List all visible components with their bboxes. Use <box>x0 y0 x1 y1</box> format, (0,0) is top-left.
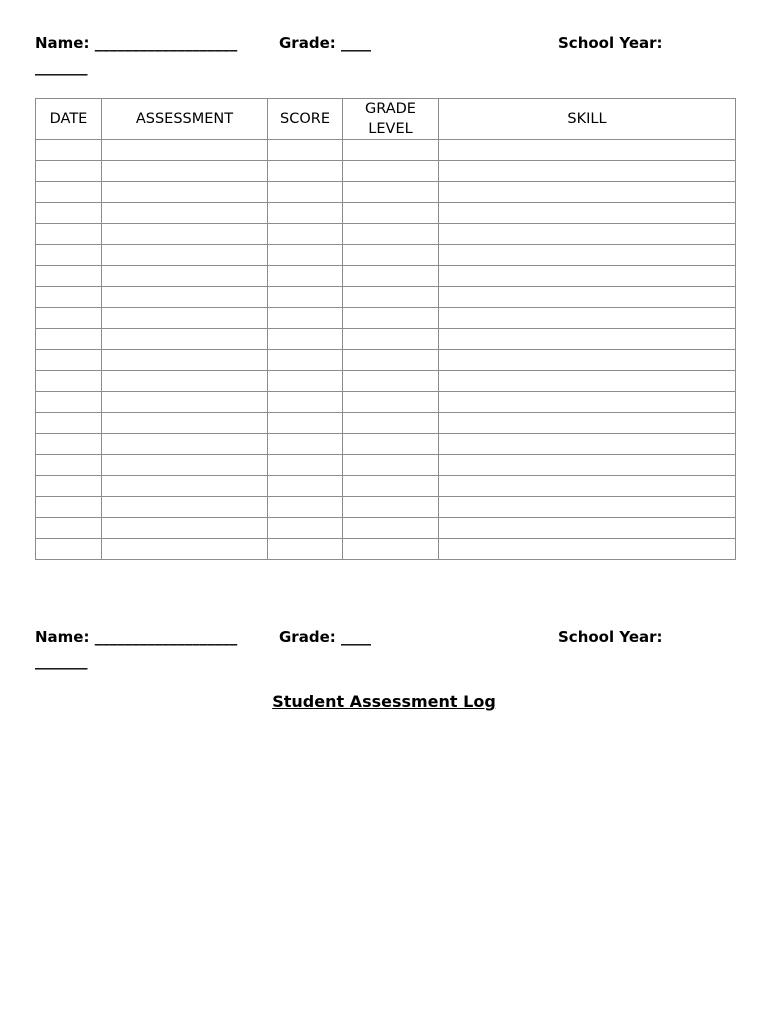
cell-grade-level[interactable] <box>343 455 439 476</box>
cell-skill[interactable] <box>439 350 736 371</box>
cell-date[interactable] <box>36 518 102 539</box>
cell-skill[interactable] <box>439 476 736 497</box>
cell-score[interactable] <box>268 266 343 287</box>
cell-assessment[interactable] <box>102 350 268 371</box>
cell-skill[interactable] <box>439 182 736 203</box>
cell-grade-level[interactable] <box>343 350 439 371</box>
cell-date[interactable] <box>36 329 102 350</box>
document-title: Student Assessment Log <box>272 692 496 711</box>
table-row <box>36 329 736 350</box>
cell-skill[interactable] <box>439 224 736 245</box>
cell-grade-level[interactable] <box>343 329 439 350</box>
table-row <box>36 350 736 371</box>
cell-date[interactable] <box>36 287 102 308</box>
table-row <box>36 497 736 518</box>
cell-date[interactable] <box>36 539 102 560</box>
cell-score[interactable] <box>268 245 343 266</box>
cell-date[interactable] <box>36 371 102 392</box>
cell-skill[interactable] <box>439 539 736 560</box>
cell-skill[interactable] <box>439 329 736 350</box>
cell-date[interactable] <box>36 224 102 245</box>
cell-skill[interactable] <box>439 308 736 329</box>
cell-assessment[interactable] <box>102 140 268 161</box>
cell-assessment[interactable] <box>102 203 268 224</box>
cell-skill[interactable] <box>439 455 736 476</box>
table-row <box>36 182 736 203</box>
cell-assessment[interactable] <box>102 224 268 245</box>
cell-date[interactable] <box>36 350 102 371</box>
cell-score[interactable] <box>268 350 343 371</box>
cell-skill[interactable] <box>439 287 736 308</box>
cell-date[interactable] <box>36 161 102 182</box>
school-year-field-label[interactable]: School Year: <box>558 34 663 52</box>
cell-skill[interactable] <box>439 140 736 161</box>
cell-grade-level[interactable] <box>343 434 439 455</box>
table-row <box>36 413 736 434</box>
grade-level-text: GRADE LEVEL <box>365 101 416 137</box>
table-row <box>36 518 736 539</box>
column-header-score: SCORE <box>268 99 343 140</box>
school-year-blank[interactable]: _______ <box>35 58 88 76</box>
cell-date[interactable] <box>36 203 102 224</box>
cell-skill[interactable] <box>439 245 736 266</box>
cell-grade-level[interactable] <box>343 518 439 539</box>
table-row <box>36 308 736 329</box>
cell-grade-level[interactable] <box>343 161 439 182</box>
table-header-row <box>36 99 736 140</box>
cell-assessment[interactable] <box>102 266 268 287</box>
cell-date[interactable] <box>36 413 102 434</box>
table-row <box>36 287 736 308</box>
cell-assessment[interactable] <box>102 476 268 497</box>
cell-score[interactable] <box>268 308 343 329</box>
cell-assessment[interactable] <box>102 182 268 203</box>
name-field-label[interactable]: Name: ___________________ <box>35 628 238 646</box>
cell-skill[interactable] <box>439 434 736 455</box>
column-header-grade-level <box>343 99 439 140</box>
cell-skill[interactable] <box>439 203 736 224</box>
cell-grade-level[interactable] <box>343 497 439 518</box>
cell-score[interactable] <box>268 413 343 434</box>
cell-assessment[interactable] <box>102 329 268 350</box>
table-row <box>36 245 736 266</box>
cell-grade-level[interactable] <box>343 476 439 497</box>
cell-score[interactable] <box>268 371 343 392</box>
name-field-label[interactable]: Name: ___________________ <box>35 34 238 52</box>
cell-grade-level[interactable] <box>343 266 439 287</box>
cell-assessment[interactable] <box>102 497 268 518</box>
cell-assessment[interactable] <box>102 308 268 329</box>
school-year-blank[interactable]: _______ <box>35 652 88 670</box>
cell-grade-level[interactable] <box>343 392 439 413</box>
cell-score[interactable] <box>268 203 343 224</box>
cell-skill[interactable] <box>439 413 736 434</box>
cell-assessment[interactable] <box>102 161 268 182</box>
cell-date[interactable] <box>36 140 102 161</box>
cell-skill[interactable] <box>439 371 736 392</box>
cell-grade-level[interactable] <box>343 287 439 308</box>
cell-score[interactable] <box>268 476 343 497</box>
cell-score[interactable] <box>268 140 343 161</box>
cell-skill[interactable] <box>439 392 736 413</box>
grade-field-label[interactable]: Grade: ____ <box>279 628 371 646</box>
cell-assessment[interactable] <box>102 287 268 308</box>
cell-score[interactable] <box>268 539 343 560</box>
column-header-date: DATE <box>36 99 102 140</box>
table-row <box>36 371 736 392</box>
cell-grade-level[interactable] <box>343 539 439 560</box>
cell-date[interactable] <box>36 182 102 203</box>
cell-score[interactable] <box>268 329 343 350</box>
cell-date[interactable] <box>36 245 102 266</box>
cell-date[interactable] <box>36 434 102 455</box>
table-row <box>36 434 736 455</box>
cell-assessment[interactable] <box>102 539 268 560</box>
cell-grade-level[interactable] <box>343 413 439 434</box>
cell-score[interactable] <box>268 518 343 539</box>
cell-skill[interactable] <box>439 518 736 539</box>
cell-assessment[interactable] <box>102 455 268 476</box>
cell-grade-level[interactable] <box>343 371 439 392</box>
table-body <box>36 140 736 560</box>
table-row <box>36 392 736 413</box>
table-row <box>36 140 736 161</box>
table-row <box>36 203 736 224</box>
school-year-field-label[interactable]: School Year: <box>558 628 663 646</box>
cell-score[interactable] <box>268 497 343 518</box>
cell-grade-level[interactable] <box>343 224 439 245</box>
column-header-assessment: ASSESSMENT <box>102 99 268 140</box>
cell-grade-level[interactable] <box>343 182 439 203</box>
cell-score[interactable] <box>268 455 343 476</box>
cell-assessment[interactable] <box>102 371 268 392</box>
cell-assessment[interactable] <box>102 434 268 455</box>
cell-score[interactable] <box>268 224 343 245</box>
cell-grade-level[interactable] <box>343 203 439 224</box>
assessment-table <box>35 98 736 560</box>
table-row <box>36 266 736 287</box>
cell-skill[interactable] <box>439 266 736 287</box>
cell-score[interactable] <box>268 392 343 413</box>
table-row <box>36 539 736 560</box>
cell-assessment[interactable] <box>102 413 268 434</box>
cell-score[interactable] <box>268 434 343 455</box>
cell-grade-level[interactable] <box>343 140 439 161</box>
cell-assessment[interactable] <box>102 245 268 266</box>
table-row <box>36 224 736 245</box>
table-row <box>36 455 736 476</box>
cell-date[interactable] <box>36 266 102 287</box>
cell-score[interactable] <box>268 182 343 203</box>
cell-date[interactable] <box>36 308 102 329</box>
cell-date[interactable] <box>36 455 102 476</box>
cell-score[interactable] <box>268 287 343 308</box>
cell-date[interactable] <box>36 497 102 518</box>
column-header-skill: SKILL <box>439 99 736 140</box>
table-row <box>36 476 736 497</box>
cell-grade-level[interactable] <box>343 308 439 329</box>
cell-skill[interactable] <box>439 497 736 518</box>
cell-assessment[interactable] <box>102 518 268 539</box>
cell-date[interactable] <box>36 476 102 497</box>
cell-grade-level[interactable] <box>343 245 439 266</box>
cell-score[interactable] <box>268 161 343 182</box>
table-row <box>36 161 736 182</box>
grade-field-label[interactable]: Grade: ____ <box>279 34 371 52</box>
cell-date[interactable] <box>36 392 102 413</box>
cell-skill[interactable] <box>439 161 736 182</box>
cell-assessment[interactable] <box>102 392 268 413</box>
